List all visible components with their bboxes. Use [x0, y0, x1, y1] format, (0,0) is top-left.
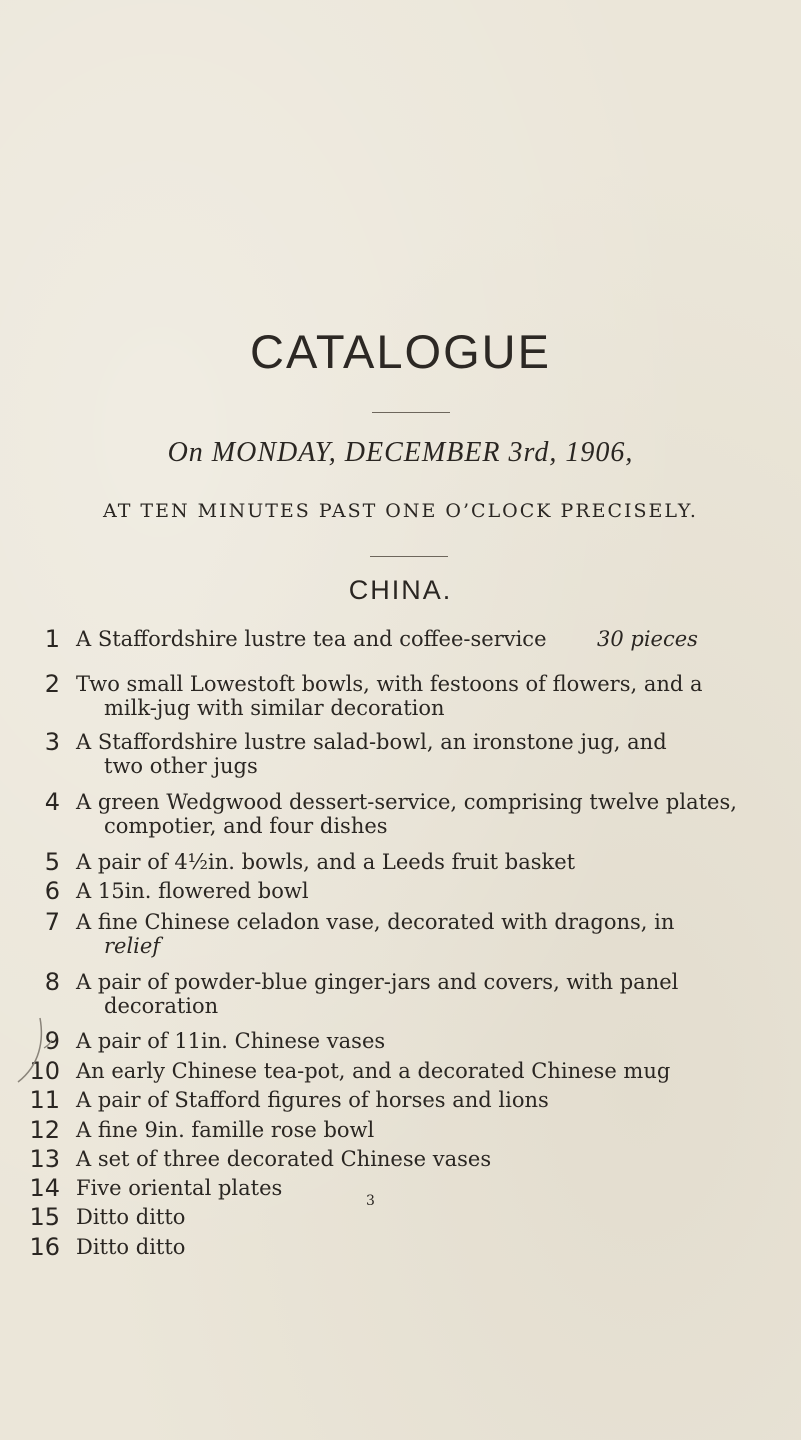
lot-line: An early Chinese tea-pot, and a decorated Chinese mug [76, 1059, 671, 1083]
lot-line: A fine Chinese celadon vase, decorated with dragons, in [76, 910, 675, 934]
lot-description [76, 1235, 790, 1259]
lot-line: A pair of Stafford figures of horses and lions [76, 1088, 549, 1112]
lot-number: 15 [29, 1203, 60, 1231]
lot-number: 3 [44, 728, 60, 756]
lot-number: 4 [44, 788, 60, 816]
lot-number: 2 [44, 670, 60, 698]
lot-description [76, 910, 790, 958]
lot-line: A green Wedgwood dessert-service, comprising twelve plates, [76, 790, 737, 814]
lot-description [76, 879, 790, 903]
lot-line: A 15in. flowered bowl [76, 879, 309, 903]
lot-number: 12 [29, 1116, 60, 1144]
lot-line: compotier, and four dishes [104, 814, 388, 838]
lot-quantity: 30 pieces [597, 627, 698, 651]
lot-line: A fine 9in. famille rose bowl [76, 1118, 375, 1142]
lot-number: 14 [29, 1174, 60, 1202]
lot-number: 9 [44, 1027, 60, 1055]
lot-number: 8 [44, 968, 60, 996]
lot-description [76, 1029, 790, 1053]
lot-number: 6 [44, 877, 60, 905]
lot-description [76, 730, 790, 778]
lot-line: A set of three decorated Chinese vases [76, 1147, 492, 1171]
lot-description [76, 1059, 790, 1083]
lot-line: A Staffordshire lustre salad-bowl, an ironstone jug, and [76, 730, 667, 754]
lot-description [76, 850, 790, 874]
lot-description [76, 970, 790, 1018]
lot-description [76, 672, 790, 720]
lot-description [76, 1205, 790, 1229]
margin-mark-icon [0, 1010, 60, 1090]
lot-line: Two small Lowestoft bowls, with festoons of flowers, and a [76, 672, 703, 696]
lot-line: A pair of powder-blue ginger-jars and covers, with panel [76, 970, 679, 994]
lot-description [76, 1118, 790, 1142]
lot-line: relief [104, 934, 161, 958]
lot-line: decoration [104, 994, 219, 1018]
lot-line: A Staffordshire lustre tea and coffee-service [76, 627, 547, 651]
lot-number: 11 [29, 1086, 60, 1114]
lot-line: A pair of 4½in. bowls, and a Leeds fruit basket [76, 850, 576, 874]
page-number: 3 [366, 1193, 375, 1209]
lot-description [76, 790, 790, 838]
lot-line: Ditto ditto [76, 1205, 186, 1229]
sale-time: AT TEN MINUTES PAST ONE O’CLOCK PRECISELY. [103, 500, 698, 522]
section-divider [370, 556, 448, 557]
sale-date: On MONDAY, DECEMBER 3rd, 1906, [167, 437, 634, 468]
lot-line: Five oriental plates [76, 1176, 283, 1200]
lot-line: milk-jug with similar decoration [104, 696, 445, 720]
lot-number: 16 [29, 1233, 60, 1261]
lot-number: 7 [44, 908, 60, 936]
lot-line: A pair of 11in. Chinese vases [76, 1029, 386, 1053]
lot-description [76, 1176, 790, 1200]
lot-number: 13 [29, 1145, 60, 1173]
title-divider [372, 412, 450, 413]
page-title: CATALOGUE [250, 325, 551, 378]
lot-line: two other jugs [104, 754, 258, 778]
lot-number: 10 [29, 1057, 60, 1085]
lot-line: Ditto ditto [76, 1235, 186, 1259]
lot-number: 1 [44, 625, 60, 653]
lot-number: 5 [44, 848, 60, 876]
lot-description [76, 1088, 790, 1112]
section-heading: CHINA. [348, 575, 453, 605]
lot-description [76, 1147, 790, 1171]
